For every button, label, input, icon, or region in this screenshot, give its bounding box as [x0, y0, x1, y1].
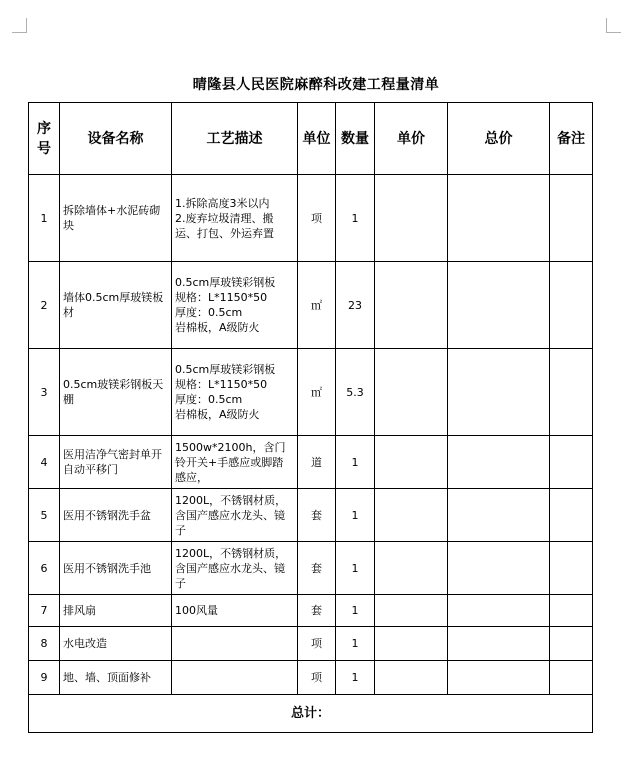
cell-qty: 5.3	[336, 349, 375, 436]
cell-no: 3	[29, 349, 60, 436]
table-row	[29, 349, 593, 436]
cell-desc: 0.5cm厚玻镁彩钢板 规格：L*1150*50 厚度：0.5cm 岩棉板，A级防火	[172, 349, 298, 436]
cell-price	[375, 489, 448, 542]
cell-no: 5	[29, 489, 60, 542]
table-row	[29, 262, 593, 349]
cell-desc	[172, 627, 298, 661]
table-row	[29, 627, 593, 661]
cell-unit: 道	[298, 436, 336, 489]
cell-name: 医用洁净气密封单开自动平移门	[60, 436, 172, 489]
header-no: 序号	[29, 103, 60, 175]
cell-name: 0.5cm玻镁彩钢板天棚	[60, 349, 172, 436]
cell-desc: 1.拆除高度3米以内 2.废弃垃圾清理、搬运、打包、外运弃置	[172, 175, 298, 262]
header-total: 总价	[448, 103, 550, 175]
page-corner-mark-left	[12, 18, 27, 33]
cell-price	[375, 175, 448, 262]
header-remark: 备注	[550, 103, 593, 175]
cell-remark	[550, 627, 593, 661]
cell-desc: 1200L，不锈钢材质，含国产感应水龙头、镜子	[172, 542, 298, 595]
cell-unit: 项	[298, 661, 336, 695]
cell-desc: 100风量	[172, 595, 298, 627]
cell-name: 拆除墙体+水泥砖砌块	[60, 175, 172, 262]
cell-total	[448, 627, 550, 661]
cell-qty: 1	[336, 661, 375, 695]
cell-remark	[550, 542, 593, 595]
cell-total	[448, 262, 550, 349]
table-row	[29, 542, 593, 595]
cell-name: 医用不锈钢洗手池	[60, 542, 172, 595]
cell-desc: 1500w*2100h，含门铃开关+手感应或脚踏感应，	[172, 436, 298, 489]
table-header-row	[29, 103, 593, 175]
header-name: 设备名称	[60, 103, 172, 175]
cell-qty: 1	[336, 436, 375, 489]
cell-name: 排风扇	[60, 595, 172, 627]
page-corner-mark-right	[606, 18, 621, 33]
cell-price	[375, 627, 448, 661]
cell-qty: 23	[336, 262, 375, 349]
cell-name: 墙体0.5cm厚玻镁板材	[60, 262, 172, 349]
table-row	[29, 436, 593, 489]
cell-name: 医用不锈钢洗手盆	[60, 489, 172, 542]
cell-remark	[550, 661, 593, 695]
cell-price	[375, 262, 448, 349]
cell-remark	[550, 489, 593, 542]
cell-unit: 套	[298, 595, 336, 627]
cell-no: 7	[29, 595, 60, 627]
cell-no: 9	[29, 661, 60, 695]
table-row	[29, 661, 593, 695]
cell-total	[448, 489, 550, 542]
cell-total	[448, 595, 550, 627]
cell-desc	[172, 661, 298, 695]
cell-price	[375, 436, 448, 489]
total-row	[29, 695, 593, 733]
cell-name: 地、墙、顶面修补	[60, 661, 172, 695]
cell-total	[448, 436, 550, 489]
cell-no: 2	[29, 262, 60, 349]
table-row	[29, 175, 593, 262]
cell-no: 4	[29, 436, 60, 489]
cell-qty: 1	[336, 627, 375, 661]
header-qty: 数量	[336, 103, 375, 175]
cell-desc: 0.5cm厚玻镁彩钢板 规格：L*1150*50 厚度：0.5cm 岩棉板，A级防火	[172, 262, 298, 349]
cell-no: 1	[29, 175, 60, 262]
cell-qty: 1	[336, 489, 375, 542]
document-title: 晴隆县人民医院麻醉科改建工程量清单	[192, 77, 440, 93]
cell-name: 水电改造	[60, 627, 172, 661]
quantity-list-table	[28, 102, 593, 733]
cell-remark	[550, 349, 593, 436]
cell-remark	[550, 595, 593, 627]
cell-total	[448, 175, 550, 262]
cell-unit: ㎡	[298, 349, 336, 436]
cell-price	[375, 661, 448, 695]
cell-remark	[550, 436, 593, 489]
header-process: 工艺描述	[172, 103, 298, 175]
cell-unit: 项	[298, 627, 336, 661]
cell-qty: 1	[336, 175, 375, 262]
cell-unit: 套	[298, 542, 336, 595]
cell-unit: 套	[298, 489, 336, 542]
header-price: 单价	[375, 103, 448, 175]
cell-no: 6	[29, 542, 60, 595]
cell-price	[375, 595, 448, 627]
cell-remark	[550, 175, 593, 262]
cell-unit: 项	[298, 175, 336, 262]
total-label: 总计：	[29, 695, 593, 733]
cell-qty: 1	[336, 595, 375, 627]
cell-total	[448, 661, 550, 695]
header-unit: 单位	[298, 103, 336, 175]
cell-total	[448, 542, 550, 595]
table-row	[29, 595, 593, 627]
cell-unit: ㎡	[298, 262, 336, 349]
cell-price	[375, 542, 448, 595]
cell-remark	[550, 262, 593, 349]
cell-price	[375, 349, 448, 436]
cell-desc: 1200L，不锈钢材质，含国产感应水龙头、镜子	[172, 489, 298, 542]
cell-no: 8	[29, 627, 60, 661]
table-row	[29, 489, 593, 542]
cell-total	[448, 349, 550, 436]
cell-qty: 1	[336, 542, 375, 595]
